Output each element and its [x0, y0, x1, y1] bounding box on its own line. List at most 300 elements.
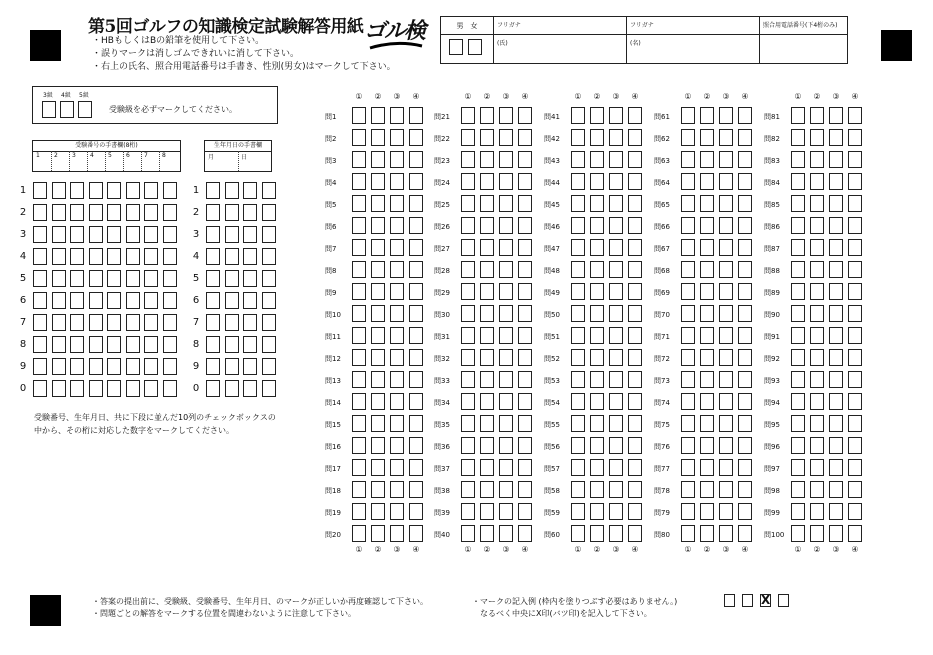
birth-digit-box[interactable]	[225, 248, 239, 265]
exam-digit-box[interactable]	[163, 314, 177, 331]
answer-box[interactable]	[571, 481, 585, 498]
exam-digit-box[interactable]	[107, 270, 121, 287]
answer-box[interactable]	[371, 525, 385, 542]
exam-digit-box[interactable]	[107, 314, 121, 331]
answer-box[interactable]	[390, 107, 404, 124]
exam-digit-box[interactable]	[107, 292, 121, 309]
exam-digit-box[interactable]	[33, 226, 47, 243]
answer-box[interactable]	[390, 393, 404, 410]
answer-box[interactable]	[409, 525, 423, 542]
answer-box[interactable]	[352, 481, 366, 498]
answer-box[interactable]	[352, 349, 366, 366]
answer-box[interactable]	[461, 107, 475, 124]
answer-box[interactable]	[390, 195, 404, 212]
grade-5-box[interactable]	[78, 101, 92, 118]
grade-4-box[interactable]	[60, 101, 74, 118]
answer-box[interactable]	[461, 459, 475, 476]
answer-box[interactable]	[461, 415, 475, 432]
answer-box[interactable]	[371, 393, 385, 410]
exam-digit-box[interactable]	[144, 380, 158, 397]
answer-box[interactable]	[738, 217, 752, 234]
answer-box[interactable]	[352, 525, 366, 542]
answer-box[interactable]	[681, 283, 695, 300]
exam-digit-box[interactable]	[89, 358, 103, 375]
answer-box[interactable]	[700, 173, 714, 190]
birth-digit-box[interactable]	[225, 292, 239, 309]
answer-box[interactable]	[571, 371, 585, 388]
answer-box[interactable]	[518, 283, 532, 300]
answer-box[interactable]	[390, 305, 404, 322]
exam-digit-box[interactable]	[89, 248, 103, 265]
answer-box[interactable]	[810, 283, 824, 300]
answer-box[interactable]	[371, 195, 385, 212]
exam-digit-box[interactable]	[107, 380, 121, 397]
exam-digit-box[interactable]	[163, 226, 177, 243]
answer-box[interactable]	[738, 437, 752, 454]
exam-digit-box[interactable]	[33, 380, 47, 397]
answer-box[interactable]	[461, 525, 475, 542]
answer-box[interactable]	[700, 415, 714, 432]
answer-box[interactable]	[461, 349, 475, 366]
answer-box[interactable]	[848, 371, 862, 388]
answer-box[interactable]	[810, 371, 824, 388]
exam-digit-box[interactable]	[52, 314, 66, 331]
answer-box[interactable]	[480, 437, 494, 454]
birth-digit-box[interactable]	[206, 380, 220, 397]
answer-box[interactable]	[829, 437, 843, 454]
answer-box[interactable]	[719, 525, 733, 542]
answer-box[interactable]	[628, 525, 642, 542]
answer-box[interactable]	[829, 261, 843, 278]
answer-box[interactable]	[848, 239, 862, 256]
birth-digit-box[interactable]	[243, 314, 257, 331]
answer-box[interactable]	[499, 437, 513, 454]
answer-box[interactable]	[848, 393, 862, 410]
exam-digit-box[interactable]	[163, 358, 177, 375]
answer-box[interactable]	[681, 129, 695, 146]
answer-box[interactable]	[480, 503, 494, 520]
birth-digit-box[interactable]	[243, 248, 257, 265]
answer-box[interactable]	[848, 107, 862, 124]
answer-box[interactable]	[791, 305, 805, 322]
surname-field[interactable]	[494, 35, 627, 64]
exam-digit-box[interactable]	[89, 270, 103, 287]
answer-box[interactable]	[681, 503, 695, 520]
answer-box[interactable]	[480, 327, 494, 344]
answer-box[interactable]	[571, 393, 585, 410]
answer-box[interactable]	[518, 173, 532, 190]
answer-box[interactable]	[810, 525, 824, 542]
exam-digit-box[interactable]	[144, 248, 158, 265]
exam-digit-box[interactable]	[33, 204, 47, 221]
answer-box[interactable]	[409, 283, 423, 300]
answer-box[interactable]	[518, 481, 532, 498]
answer-box[interactable]	[738, 371, 752, 388]
answer-box[interactable]	[499, 239, 513, 256]
answer-box[interactable]	[371, 107, 385, 124]
answer-box[interactable]	[791, 481, 805, 498]
answer-box[interactable]	[719, 327, 733, 344]
answer-box[interactable]	[738, 173, 752, 190]
birth-digit-box[interactable]	[243, 226, 257, 243]
answer-box[interactable]	[848, 261, 862, 278]
answer-box[interactable]	[371, 327, 385, 344]
exam-digit-box[interactable]	[163, 182, 177, 199]
answer-box[interactable]	[518, 393, 532, 410]
answer-box[interactable]	[461, 239, 475, 256]
answer-box[interactable]	[409, 459, 423, 476]
answer-box[interactable]	[829, 173, 843, 190]
exam-digit-box[interactable]	[144, 336, 158, 353]
answer-box[interactable]	[719, 437, 733, 454]
answer-box[interactable]	[829, 283, 843, 300]
answer-box[interactable]	[791, 371, 805, 388]
answer-box[interactable]	[681, 349, 695, 366]
exam-digit-box[interactable]	[144, 358, 158, 375]
answer-box[interactable]	[628, 107, 642, 124]
exam-digit-box[interactable]	[126, 226, 140, 243]
exam-digit-box[interactable]	[70, 226, 84, 243]
answer-box[interactable]	[499, 305, 513, 322]
answer-box[interactable]	[738, 349, 752, 366]
exam-digit-box[interactable]	[33, 314, 47, 331]
birth-digit-box[interactable]	[206, 336, 220, 353]
answer-box[interactable]	[719, 261, 733, 278]
exam-number-handwrite[interactable]	[32, 140, 181, 172]
answer-box[interactable]	[719, 151, 733, 168]
answer-box[interactable]	[409, 195, 423, 212]
answer-box[interactable]	[628, 283, 642, 300]
answer-box[interactable]	[390, 239, 404, 256]
answer-box[interactable]	[700, 107, 714, 124]
answer-box[interactable]	[390, 481, 404, 498]
exam-digit-box[interactable]	[33, 292, 47, 309]
answer-box[interactable]	[499, 107, 513, 124]
answer-box[interactable]	[810, 393, 824, 410]
answer-box[interactable]	[409, 437, 423, 454]
exam-digit-box[interactable]	[33, 270, 47, 287]
answer-box[interactable]	[352, 503, 366, 520]
answer-box[interactable]	[461, 327, 475, 344]
answer-box[interactable]	[590, 305, 604, 322]
answer-box[interactable]	[571, 195, 585, 212]
birth-digit-box[interactable]	[225, 380, 239, 397]
answer-box[interactable]	[719, 503, 733, 520]
answer-box[interactable]	[352, 195, 366, 212]
birth-digit-box[interactable]	[262, 204, 276, 221]
birth-digit-box[interactable]	[206, 226, 220, 243]
birth-digit-box[interactable]	[262, 292, 276, 309]
answer-box[interactable]	[518, 107, 532, 124]
answer-box[interactable]	[681, 481, 695, 498]
answer-box[interactable]	[700, 195, 714, 212]
answer-box[interactable]	[461, 481, 475, 498]
answer-box[interactable]	[848, 129, 862, 146]
answer-box[interactable]	[352, 283, 366, 300]
answer-box[interactable]	[571, 173, 585, 190]
answer-box[interactable]	[848, 151, 862, 168]
answer-box[interactable]	[571, 129, 585, 146]
answer-box[interactable]	[390, 349, 404, 366]
answer-box[interactable]	[810, 151, 824, 168]
exam-digit-box[interactable]	[70, 182, 84, 199]
birth-digit-box[interactable]	[262, 182, 276, 199]
birthdate-handwrite[interactable]	[204, 140, 272, 172]
answer-box[interactable]	[791, 437, 805, 454]
answer-box[interactable]	[700, 239, 714, 256]
answer-box[interactable]	[590, 129, 604, 146]
answer-box[interactable]	[829, 107, 843, 124]
answer-box[interactable]	[700, 261, 714, 278]
answer-box[interactable]	[480, 305, 494, 322]
birth-digit-box[interactable]	[243, 270, 257, 287]
answer-box[interactable]	[738, 283, 752, 300]
answer-box[interactable]	[371, 349, 385, 366]
answer-box[interactable]	[791, 217, 805, 234]
exam-digit-box[interactable]	[144, 270, 158, 287]
answer-box[interactable]	[371, 129, 385, 146]
exam-digit-box[interactable]	[163, 248, 177, 265]
answer-box[interactable]	[590, 107, 604, 124]
answer-box[interactable]	[609, 437, 623, 454]
answer-box[interactable]	[480, 217, 494, 234]
exam-digit-box[interactable]	[126, 248, 140, 265]
answer-box[interactable]	[590, 481, 604, 498]
answer-box[interactable]	[628, 327, 642, 344]
answer-box[interactable]	[390, 415, 404, 432]
answer-box[interactable]	[738, 393, 752, 410]
answer-box[interactable]	[461, 195, 475, 212]
answer-box[interactable]	[590, 393, 604, 410]
answer-box[interactable]	[590, 437, 604, 454]
answer-box[interactable]	[791, 283, 805, 300]
exam-digit-box[interactable]	[163, 380, 177, 397]
answer-box[interactable]	[738, 503, 752, 520]
answer-box[interactable]	[518, 261, 532, 278]
answer-box[interactable]	[609, 371, 623, 388]
answer-box[interactable]	[810, 107, 824, 124]
answer-box[interactable]	[590, 459, 604, 476]
answer-box[interactable]	[518, 415, 532, 432]
answer-box[interactable]	[590, 525, 604, 542]
exam-digit-box[interactable]	[52, 248, 66, 265]
answer-box[interactable]	[700, 525, 714, 542]
answer-box[interactable]	[791, 459, 805, 476]
answer-box[interactable]	[848, 305, 862, 322]
answer-box[interactable]	[628, 173, 642, 190]
answer-box[interactable]	[791, 261, 805, 278]
answer-box[interactable]	[719, 283, 733, 300]
birth-digit-box[interactable]	[262, 226, 276, 243]
answer-box[interactable]	[518, 129, 532, 146]
answer-box[interactable]	[352, 327, 366, 344]
answer-box[interactable]	[719, 217, 733, 234]
answer-box[interactable]	[609, 217, 623, 234]
answer-box[interactable]	[409, 261, 423, 278]
exam-digit-box[interactable]	[107, 182, 121, 199]
answer-box[interactable]	[628, 349, 642, 366]
answer-box[interactable]	[480, 129, 494, 146]
answer-box[interactable]	[571, 327, 585, 344]
birth-digit-box[interactable]	[262, 336, 276, 353]
answer-box[interactable]	[518, 327, 532, 344]
given-name-field[interactable]	[627, 35, 760, 64]
answer-box[interactable]	[590, 195, 604, 212]
answer-box[interactable]	[499, 173, 513, 190]
answer-box[interactable]	[409, 173, 423, 190]
answer-box[interactable]	[810, 459, 824, 476]
answer-box[interactable]	[571, 283, 585, 300]
answer-box[interactable]	[499, 503, 513, 520]
answer-box[interactable]	[571, 151, 585, 168]
answer-box[interactable]	[810, 129, 824, 146]
answer-box[interactable]	[409, 217, 423, 234]
answer-box[interactable]	[791, 129, 805, 146]
exam-digit-box[interactable]	[52, 204, 66, 221]
answer-box[interactable]	[352, 305, 366, 322]
answer-box[interactable]	[518, 305, 532, 322]
answer-box[interactable]	[719, 371, 733, 388]
answer-box[interactable]	[700, 371, 714, 388]
answer-box[interactable]	[609, 349, 623, 366]
answer-box[interactable]	[352, 393, 366, 410]
answer-box[interactable]	[848, 217, 862, 234]
answer-box[interactable]	[390, 151, 404, 168]
answer-box[interactable]	[719, 349, 733, 366]
answer-box[interactable]	[590, 217, 604, 234]
answer-box[interactable]	[590, 151, 604, 168]
answer-box[interactable]	[810, 327, 824, 344]
answer-box[interactable]	[352, 151, 366, 168]
birth-digit-box[interactable]	[225, 226, 239, 243]
answer-box[interactable]	[499, 327, 513, 344]
answer-box[interactable]	[829, 349, 843, 366]
exam-digit-box[interactable]	[33, 248, 47, 265]
answer-box[interactable]	[609, 415, 623, 432]
answer-box[interactable]	[609, 107, 623, 124]
answer-box[interactable]	[480, 173, 494, 190]
answer-box[interactable]	[791, 195, 805, 212]
answer-box[interactable]	[409, 349, 423, 366]
answer-box[interactable]	[681, 107, 695, 124]
answer-box[interactable]	[719, 305, 733, 322]
answer-box[interactable]	[371, 481, 385, 498]
birth-digit-box[interactable]	[262, 314, 276, 331]
answer-box[interactable]	[700, 503, 714, 520]
exam-digit-box[interactable]	[89, 314, 103, 331]
answer-box[interactable]	[371, 503, 385, 520]
answer-box[interactable]	[700, 283, 714, 300]
answer-box[interactable]	[628, 305, 642, 322]
birth-digit-box[interactable]	[243, 380, 257, 397]
answer-box[interactable]	[628, 437, 642, 454]
exam-digit-box[interactable]	[144, 182, 158, 199]
answer-box[interactable]	[810, 173, 824, 190]
answer-box[interactable]	[590, 503, 604, 520]
answer-box[interactable]	[681, 305, 695, 322]
answer-box[interactable]	[499, 217, 513, 234]
birth-digit-box[interactable]	[225, 336, 239, 353]
answer-box[interactable]	[518, 437, 532, 454]
answer-box[interactable]	[571, 525, 585, 542]
exam-digit-box[interactable]	[107, 336, 121, 353]
exam-digit-box[interactable]	[52, 358, 66, 375]
exam-digit-box[interactable]	[89, 380, 103, 397]
answer-box[interactable]	[848, 525, 862, 542]
exam-digit-box[interactable]	[126, 204, 140, 221]
exam-digit-box[interactable]	[89, 226, 103, 243]
answer-box[interactable]	[518, 371, 532, 388]
answer-box[interactable]	[829, 217, 843, 234]
answer-box[interactable]	[810, 261, 824, 278]
birth-digit-box[interactable]	[262, 270, 276, 287]
exam-digit-box[interactable]	[70, 204, 84, 221]
answer-box[interactable]	[352, 459, 366, 476]
answer-box[interactable]	[791, 415, 805, 432]
answer-box[interactable]	[352, 173, 366, 190]
answer-box[interactable]	[390, 129, 404, 146]
answer-box[interactable]	[480, 371, 494, 388]
answer-box[interactable]	[719, 173, 733, 190]
exam-digit-box[interactable]	[107, 248, 121, 265]
answer-box[interactable]	[371, 459, 385, 476]
answer-box[interactable]	[409, 239, 423, 256]
phone-field[interactable]	[760, 35, 848, 64]
answer-box[interactable]	[571, 459, 585, 476]
answer-box[interactable]	[681, 371, 695, 388]
answer-box[interactable]	[352, 129, 366, 146]
answer-box[interactable]	[480, 415, 494, 432]
answer-box[interactable]	[371, 151, 385, 168]
answer-box[interactable]	[829, 415, 843, 432]
answer-box[interactable]	[810, 195, 824, 212]
answer-box[interactable]	[409, 393, 423, 410]
exam-digit-box[interactable]	[70, 248, 84, 265]
answer-box[interactable]	[352, 217, 366, 234]
exam-digit-box[interactable]	[70, 292, 84, 309]
answer-box[interactable]	[810, 305, 824, 322]
answer-box[interactable]	[518, 459, 532, 476]
answer-box[interactable]	[719, 459, 733, 476]
answer-box[interactable]	[738, 305, 752, 322]
answer-box[interactable]	[480, 151, 494, 168]
answer-box[interactable]	[681, 195, 695, 212]
answer-box[interactable]	[609, 195, 623, 212]
answer-box[interactable]	[518, 217, 532, 234]
answer-box[interactable]	[791, 239, 805, 256]
answer-box[interactable]	[571, 503, 585, 520]
answer-box[interactable]	[390, 459, 404, 476]
answer-box[interactable]	[791, 107, 805, 124]
answer-box[interactable]	[829, 525, 843, 542]
answer-box[interactable]	[681, 217, 695, 234]
answer-box[interactable]	[628, 129, 642, 146]
answer-box[interactable]	[628, 503, 642, 520]
answer-box[interactable]	[700, 327, 714, 344]
answer-box[interactable]	[499, 459, 513, 476]
exam-digit-box[interactable]	[126, 182, 140, 199]
answer-box[interactable]	[829, 481, 843, 498]
answer-box[interactable]	[848, 481, 862, 498]
answer-box[interactable]	[571, 415, 585, 432]
answer-box[interactable]	[791, 393, 805, 410]
birth-digit-box[interactable]	[243, 204, 257, 221]
answer-box[interactable]	[791, 349, 805, 366]
answer-box[interactable]	[480, 481, 494, 498]
answer-box[interactable]	[371, 239, 385, 256]
answer-box[interactable]	[499, 195, 513, 212]
exam-digit-box[interactable]	[70, 380, 84, 397]
